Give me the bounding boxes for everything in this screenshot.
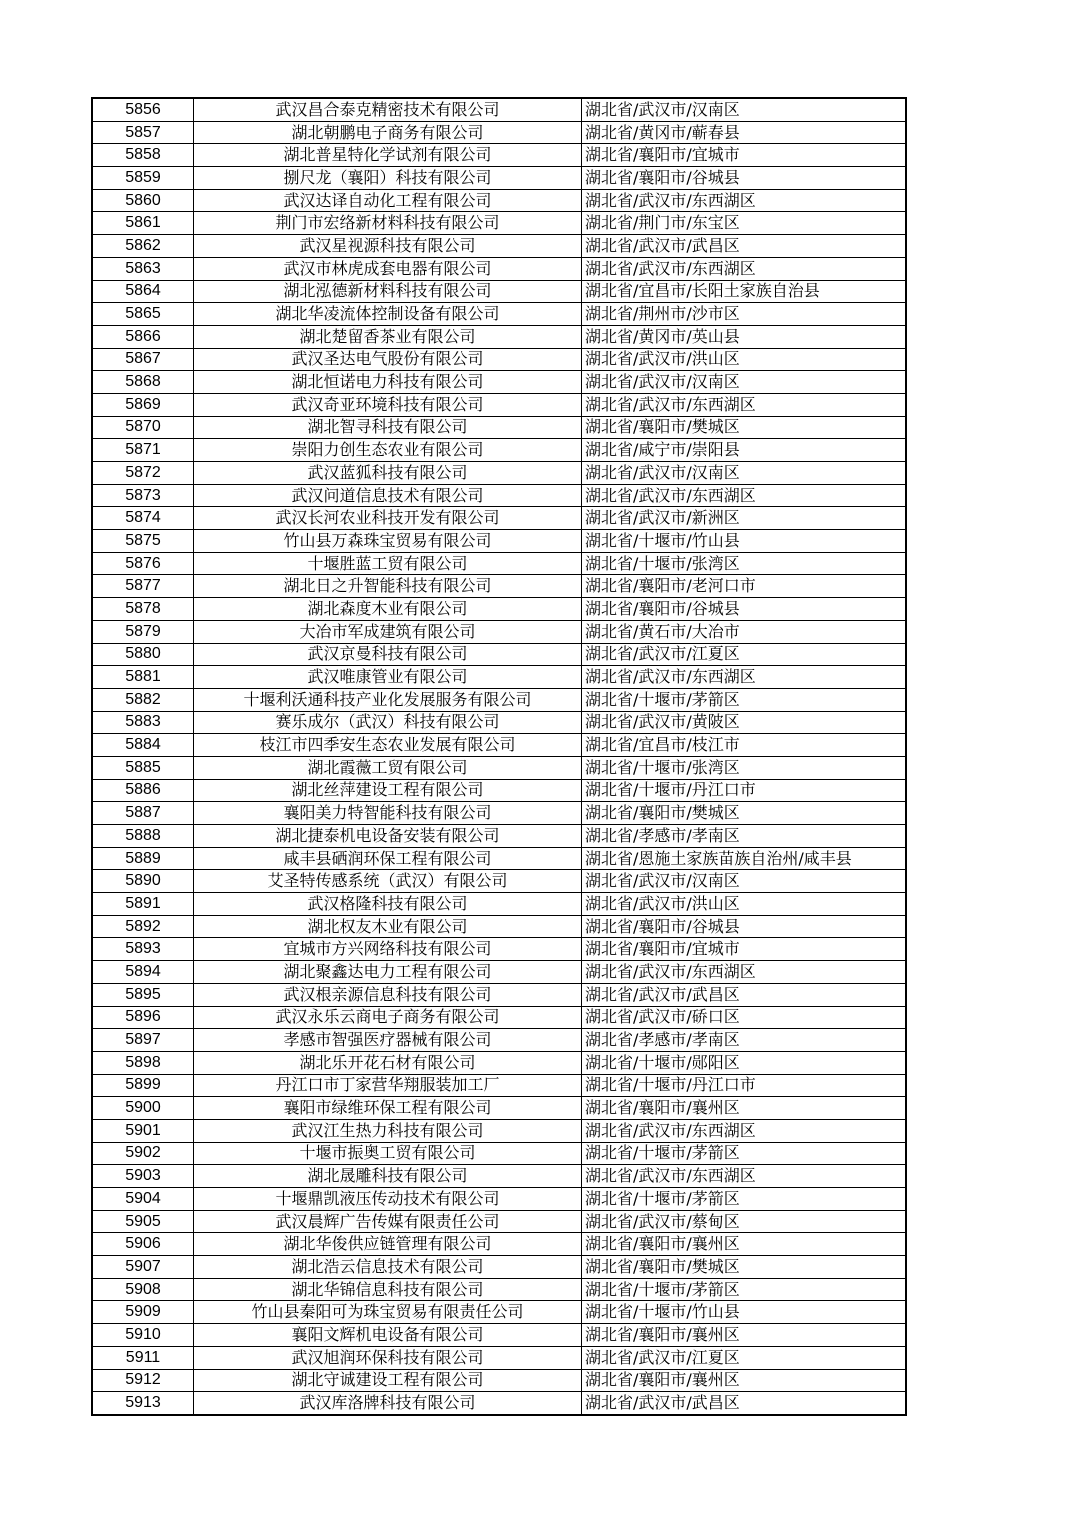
row-number-cell: 5904: [92, 1188, 194, 1211]
company-name-cell: 湖北霞薇工贸有限公司: [194, 756, 582, 779]
company-name-cell: 湖北权友木业有限公司: [194, 915, 582, 938]
table-row: [92, 1074, 906, 1097]
table-row: [92, 393, 906, 416]
region-cell: 湖北省/武汉市/武昌区: [582, 235, 907, 258]
region-cell: 湖北省/十堰市/郧阳区: [582, 1051, 907, 1074]
region-cell: 湖北省/十堰市/茅箭区: [582, 1142, 907, 1165]
company-name-cell: 丹江口市丁家营华翔服装加工厂: [194, 1074, 582, 1097]
row-number-cell: 5896: [92, 1006, 194, 1029]
row-number-cell: 5899: [92, 1074, 194, 1097]
row-number-cell: 5892: [92, 915, 194, 938]
company-name-cell: 襄阳文辉机电设备有限公司: [194, 1324, 582, 1347]
row-number-cell: 5878: [92, 598, 194, 621]
region-cell: 湖北省/武汉市/蔡甸区: [582, 1210, 907, 1233]
table-row: [92, 983, 906, 1006]
row-number-cell: 5865: [92, 303, 194, 326]
region-cell: 湖北省/襄阳市/谷城县: [582, 915, 907, 938]
row-number-cell: 5913: [92, 1392, 194, 1415]
row-number-cell: 5863: [92, 257, 194, 280]
row-number-cell: 5870: [92, 416, 194, 439]
region-cell: 湖北省/武汉市/东西湖区: [582, 257, 907, 280]
company-name-cell: 湖北普星特化学试剂有限公司: [194, 144, 582, 167]
region-cell: 湖北省/武汉市/东西湖区: [582, 1119, 907, 1142]
row-number-cell: 5889: [92, 847, 194, 870]
company-name-cell: 湖北泓德新材料科技有限公司: [194, 280, 582, 303]
table-row: [92, 575, 906, 598]
table-row: [92, 847, 906, 870]
company-name-cell: 武汉京曼科技有限公司: [194, 643, 582, 666]
company-name-cell: 武汉蓝狐科技有限公司: [194, 462, 582, 485]
table-row: [92, 1188, 906, 1211]
row-number-cell: 5861: [92, 212, 194, 235]
table-row: [92, 734, 906, 757]
table-row: [92, 1301, 906, 1324]
table-row: [92, 98, 906, 121]
row-number-cell: 5887: [92, 802, 194, 825]
row-number-cell: 5903: [92, 1165, 194, 1188]
region-cell: 湖北省/武汉市/东西湖区: [582, 961, 907, 984]
region-cell: 湖北省/孝感市/孝南区: [582, 825, 907, 848]
table-row: [92, 439, 906, 462]
region-cell: 湖北省/武汉市/新洲区: [582, 507, 907, 530]
region-cell: 湖北省/襄阳市/宜城市: [582, 144, 907, 167]
row-number-cell: 5885: [92, 756, 194, 779]
table-row: [92, 1256, 906, 1279]
region-cell: 湖北省/宜昌市/长阳土家族自治县: [582, 280, 907, 303]
region-cell: 湖北省/十堰市/竹山县: [582, 530, 907, 553]
row-number-cell: 5872: [92, 462, 194, 485]
region-cell: 湖北省/武汉市/东西湖区: [582, 1165, 907, 1188]
company-name-cell: 武汉奇亚环境科技有限公司: [194, 393, 582, 416]
company-name-cell: 武汉根亲源信息科技有限公司: [194, 983, 582, 1006]
table-row: [92, 1233, 906, 1256]
region-cell: 湖北省/咸宁市/崇阳县: [582, 439, 907, 462]
region-cell: 湖北省/荆门市/东宝区: [582, 212, 907, 235]
company-name-cell: 湖北楚留香茶业有限公司: [194, 325, 582, 348]
table-row: [92, 688, 906, 711]
row-number-cell: 5888: [92, 825, 194, 848]
table-row: [92, 144, 906, 167]
row-number-cell: 5871: [92, 439, 194, 462]
company-list-body: [92, 98, 906, 1415]
row-number-cell: 5911: [92, 1346, 194, 1369]
row-number-cell: 5869: [92, 393, 194, 416]
company-name-cell: 武汉唯康管业有限公司: [194, 666, 582, 689]
region-cell: 湖北省/武汉市/汉南区: [582, 870, 907, 893]
region-cell: 湖北省/襄阳市/樊城区: [582, 802, 907, 825]
table-row: [92, 620, 906, 643]
company-name-cell: 武汉圣达电气股份有限公司: [194, 348, 582, 371]
table-row: [92, 1097, 906, 1120]
company-name-cell: 湖北乐开花石材有限公司: [194, 1051, 582, 1074]
table-row: [92, 1119, 906, 1142]
row-number-cell: 5864: [92, 280, 194, 303]
table-row: [92, 303, 906, 326]
table-row: [92, 1142, 906, 1165]
table-row: [92, 598, 906, 621]
row-number-cell: 5891: [92, 893, 194, 916]
region-cell: 湖北省/武汉市/东西湖区: [582, 484, 907, 507]
region-cell: 湖北省/黄冈市/英山县: [582, 325, 907, 348]
table-row: [92, 416, 906, 439]
row-number-cell: 5868: [92, 371, 194, 394]
company-name-cell: 武汉晨辉广告传媒有限责任公司: [194, 1210, 582, 1233]
region-cell: 湖北省/十堰市/竹山县: [582, 1301, 907, 1324]
row-number-cell: 5901: [92, 1119, 194, 1142]
company-name-cell: 湖北捷泰机电设备安装有限公司: [194, 825, 582, 848]
table-row: [92, 666, 906, 689]
company-name-cell: 湖北日之升智能科技有限公司: [194, 575, 582, 598]
company-name-cell: 宜城市方兴网络科技有限公司: [194, 938, 582, 961]
row-number-cell: 5859: [92, 167, 194, 190]
row-number-cell: 5874: [92, 507, 194, 530]
table-row: [92, 484, 906, 507]
region-cell: 湖北省/十堰市/丹江口市: [582, 779, 907, 802]
region-cell: 湖北省/武汉市/江夏区: [582, 643, 907, 666]
table-row: [92, 756, 906, 779]
region-cell: 湖北省/襄阳市/谷城县: [582, 598, 907, 621]
region-cell: 湖北省/襄阳市/襄州区: [582, 1369, 907, 1392]
company-name-cell: 湖北浩云信息技术有限公司: [194, 1256, 582, 1279]
company-name-cell: 武汉市林虎成套电器有限公司: [194, 257, 582, 280]
row-number-cell: 5909: [92, 1301, 194, 1324]
table-row: [92, 915, 906, 938]
table-row: [92, 1278, 906, 1301]
table-row: [92, 462, 906, 485]
company-name-cell: 湖北华凌流体控制设备有限公司: [194, 303, 582, 326]
company-name-cell: 竹山县万森珠宝贸易有限公司: [194, 530, 582, 553]
table-row: [92, 825, 906, 848]
table-row: [92, 1029, 906, 1052]
table-row: [92, 1346, 906, 1369]
row-number-cell: 5890: [92, 870, 194, 893]
company-name-cell: 孝感市智强医疗器械有限公司: [194, 1029, 582, 1052]
region-cell: 湖北省/武汉市/武昌区: [582, 1392, 907, 1415]
row-number-cell: 5857: [92, 121, 194, 144]
company-name-cell: 艾圣特传感系统（武汉）有限公司: [194, 870, 582, 893]
region-cell: 湖北省/宜昌市/枝江市: [582, 734, 907, 757]
company-name-cell: 十堰胜蓝工贸有限公司: [194, 552, 582, 575]
company-name-cell: 湖北守诚建设工程有限公司: [194, 1369, 582, 1392]
table-row: [92, 938, 906, 961]
company-name-cell: 赛乐成尔（武汉）科技有限公司: [194, 711, 582, 734]
region-cell: 湖北省/武汉市/黄陂区: [582, 711, 907, 734]
row-number-cell: 5862: [92, 235, 194, 258]
row-number-cell: 5900: [92, 1097, 194, 1120]
row-number-cell: 5880: [92, 643, 194, 666]
region-cell: 湖北省/十堰市/张湾区: [582, 756, 907, 779]
region-cell: 湖北省/十堰市/茅箭区: [582, 688, 907, 711]
region-cell: 湖北省/武汉市/江夏区: [582, 1346, 907, 1369]
company-list-table: [91, 97, 907, 1416]
company-name-cell: 武汉达译自动化工程有限公司: [194, 189, 582, 212]
row-number-cell: 5881: [92, 666, 194, 689]
company-name-cell: 竹山县秦阳可为珠宝贸易有限责任公司: [194, 1301, 582, 1324]
region-cell: 湖北省/武汉市/东西湖区: [582, 189, 907, 212]
table-row: [92, 711, 906, 734]
region-cell: 湖北省/十堰市/丹江口市: [582, 1074, 907, 1097]
company-name-cell: 武汉库洛牌科技有限公司: [194, 1392, 582, 1415]
table-row: [92, 212, 906, 235]
region-cell: 湖北省/襄阳市/谷城县: [582, 167, 907, 190]
region-cell: 湖北省/襄阳市/老河口市: [582, 575, 907, 598]
company-name-cell: 武汉问道信息技术有限公司: [194, 484, 582, 507]
table-row: [92, 779, 906, 802]
company-name-cell: 襄阳市绿维环保工程有限公司: [194, 1097, 582, 1120]
company-name-cell: 武汉格隆科技有限公司: [194, 893, 582, 916]
table-row: [92, 530, 906, 553]
company-name-cell: 湖北朝鹏电子商务有限公司: [194, 121, 582, 144]
company-name-cell: 捌尺龙（襄阳）科技有限公司: [194, 167, 582, 190]
region-cell: 湖北省/武汉市/东西湖区: [582, 393, 907, 416]
row-number-cell: 5908: [92, 1278, 194, 1301]
region-cell: 湖北省/武汉市/洪山区: [582, 348, 907, 371]
row-number-cell: 5883: [92, 711, 194, 734]
region-cell: 湖北省/黄冈市/蕲春县: [582, 121, 907, 144]
company-name-cell: 湖北丝萍建设工程有限公司: [194, 779, 582, 802]
row-number-cell: 5860: [92, 189, 194, 212]
region-cell: 湖北省/十堰市/张湾区: [582, 552, 907, 575]
region-cell: 湖北省/襄阳市/樊城区: [582, 1256, 907, 1279]
company-name-cell: 湖北聚鑫达电力工程有限公司: [194, 961, 582, 984]
region-cell: 湖北省/襄阳市/樊城区: [582, 416, 907, 439]
table-row: [92, 235, 906, 258]
table-row: [92, 552, 906, 575]
region-cell: 湖北省/武汉市/武昌区: [582, 983, 907, 1006]
row-number-cell: 5875: [92, 530, 194, 553]
company-name-cell: 武汉星视源科技有限公司: [194, 235, 582, 258]
row-number-cell: 5893: [92, 938, 194, 961]
region-cell: 湖北省/武汉市/汉南区: [582, 462, 907, 485]
table-row: [92, 507, 906, 530]
table-row: [92, 643, 906, 666]
row-number-cell: 5905: [92, 1210, 194, 1233]
company-name-cell: 十堰利沃通科技产业化发展服务有限公司: [194, 688, 582, 711]
row-number-cell: 5858: [92, 144, 194, 167]
region-cell: 湖北省/武汉市/汉南区: [582, 371, 907, 394]
row-number-cell: 5877: [92, 575, 194, 598]
company-name-cell: 襄阳美力特智能科技有限公司: [194, 802, 582, 825]
company-name-cell: 武汉江生热力科技有限公司: [194, 1119, 582, 1142]
company-name-cell: 十堰鼎凯液压传动技术有限公司: [194, 1188, 582, 1211]
company-name-cell: 大冶市军成建筑有限公司: [194, 620, 582, 643]
company-name-cell: 枝江市四季安生态农业发展有限公司: [194, 734, 582, 757]
region-cell: 湖北省/襄阳市/襄州区: [582, 1233, 907, 1256]
table-row: [92, 280, 906, 303]
region-cell: 湖北省/恩施土家族苗族自治州/咸丰县: [582, 847, 907, 870]
company-name-cell: 湖北森度木业有限公司: [194, 598, 582, 621]
table-row: [92, 167, 906, 190]
table-row: [92, 371, 906, 394]
region-cell: 湖北省/荆州市/沙市区: [582, 303, 907, 326]
company-name-cell: 武汉永乐云商电子商务有限公司: [194, 1006, 582, 1029]
row-number-cell: 5866: [92, 325, 194, 348]
table-row: [92, 1369, 906, 1392]
region-cell: 湖北省/武汉市/洪山区: [582, 893, 907, 916]
company-name-cell: 武汉昌合泰克精密技术有限公司: [194, 98, 582, 121]
table-row: [92, 1006, 906, 1029]
company-name-cell: 咸丰县硒润环保工程有限公司: [194, 847, 582, 870]
row-number-cell: 5882: [92, 688, 194, 711]
row-number-cell: 5912: [92, 1369, 194, 1392]
row-number-cell: 5897: [92, 1029, 194, 1052]
company-name-cell: 湖北恒诺电力科技有限公司: [194, 371, 582, 394]
table-row: [92, 1165, 906, 1188]
table-row: [92, 1051, 906, 1074]
region-cell: 湖北省/襄阳市/宜城市: [582, 938, 907, 961]
row-number-cell: 5867: [92, 348, 194, 371]
row-number-cell: 5879: [92, 620, 194, 643]
row-number-cell: 5894: [92, 961, 194, 984]
table-row: [92, 1324, 906, 1347]
region-cell: 湖北省/孝感市/孝南区: [582, 1029, 907, 1052]
row-number-cell: 5898: [92, 1051, 194, 1074]
company-name-cell: 湖北智寻科技有限公司: [194, 416, 582, 439]
company-name-cell: 武汉长河农业科技开发有限公司: [194, 507, 582, 530]
region-cell: 湖北省/武汉市/硚口区: [582, 1006, 907, 1029]
table-row: [92, 348, 906, 371]
company-name-cell: 湖北华锦信息科技有限公司: [194, 1278, 582, 1301]
row-number-cell: 5902: [92, 1142, 194, 1165]
region-cell: 湖北省/襄阳市/襄州区: [582, 1324, 907, 1347]
company-name-cell: 湖北华俊供应链管理有限公司: [194, 1233, 582, 1256]
company-name-cell: 崇阳力创生态农业有限公司: [194, 439, 582, 462]
company-name-cell: 荆门市宏络新材料科技有限公司: [194, 212, 582, 235]
table-row: [92, 893, 906, 916]
company-name-cell: 湖北晟雕科技有限公司: [194, 1165, 582, 1188]
company-name-cell: 十堰市振奥工贸有限公司: [194, 1142, 582, 1165]
region-cell: 湖北省/武汉市/汉南区: [582, 98, 907, 121]
region-cell: 湖北省/黄石市/大冶市: [582, 620, 907, 643]
table-row: [92, 325, 906, 348]
table-row: [92, 1210, 906, 1233]
table-row: [92, 961, 906, 984]
region-cell: 湖北省/武汉市/东西湖区: [582, 666, 907, 689]
company-name-cell: 武汉旭润环保科技有限公司: [194, 1346, 582, 1369]
row-number-cell: 5873: [92, 484, 194, 507]
row-number-cell: 5906: [92, 1233, 194, 1256]
row-number-cell: 5886: [92, 779, 194, 802]
table-row: [92, 189, 906, 212]
table-row: [92, 257, 906, 280]
table-row: [92, 1392, 906, 1415]
row-number-cell: 5910: [92, 1324, 194, 1347]
table-row: [92, 802, 906, 825]
region-cell: 湖北省/十堰市/茅箭区: [582, 1278, 907, 1301]
row-number-cell: 5884: [92, 734, 194, 757]
row-number-cell: 5856: [92, 98, 194, 121]
table-row: [92, 870, 906, 893]
region-cell: 湖北省/襄阳市/襄州区: [582, 1097, 907, 1120]
row-number-cell: 5876: [92, 552, 194, 575]
region-cell: 湖北省/十堰市/茅箭区: [582, 1188, 907, 1211]
row-number-cell: 5907: [92, 1256, 194, 1279]
table-row: [92, 121, 906, 144]
row-number-cell: 5895: [92, 983, 194, 1006]
